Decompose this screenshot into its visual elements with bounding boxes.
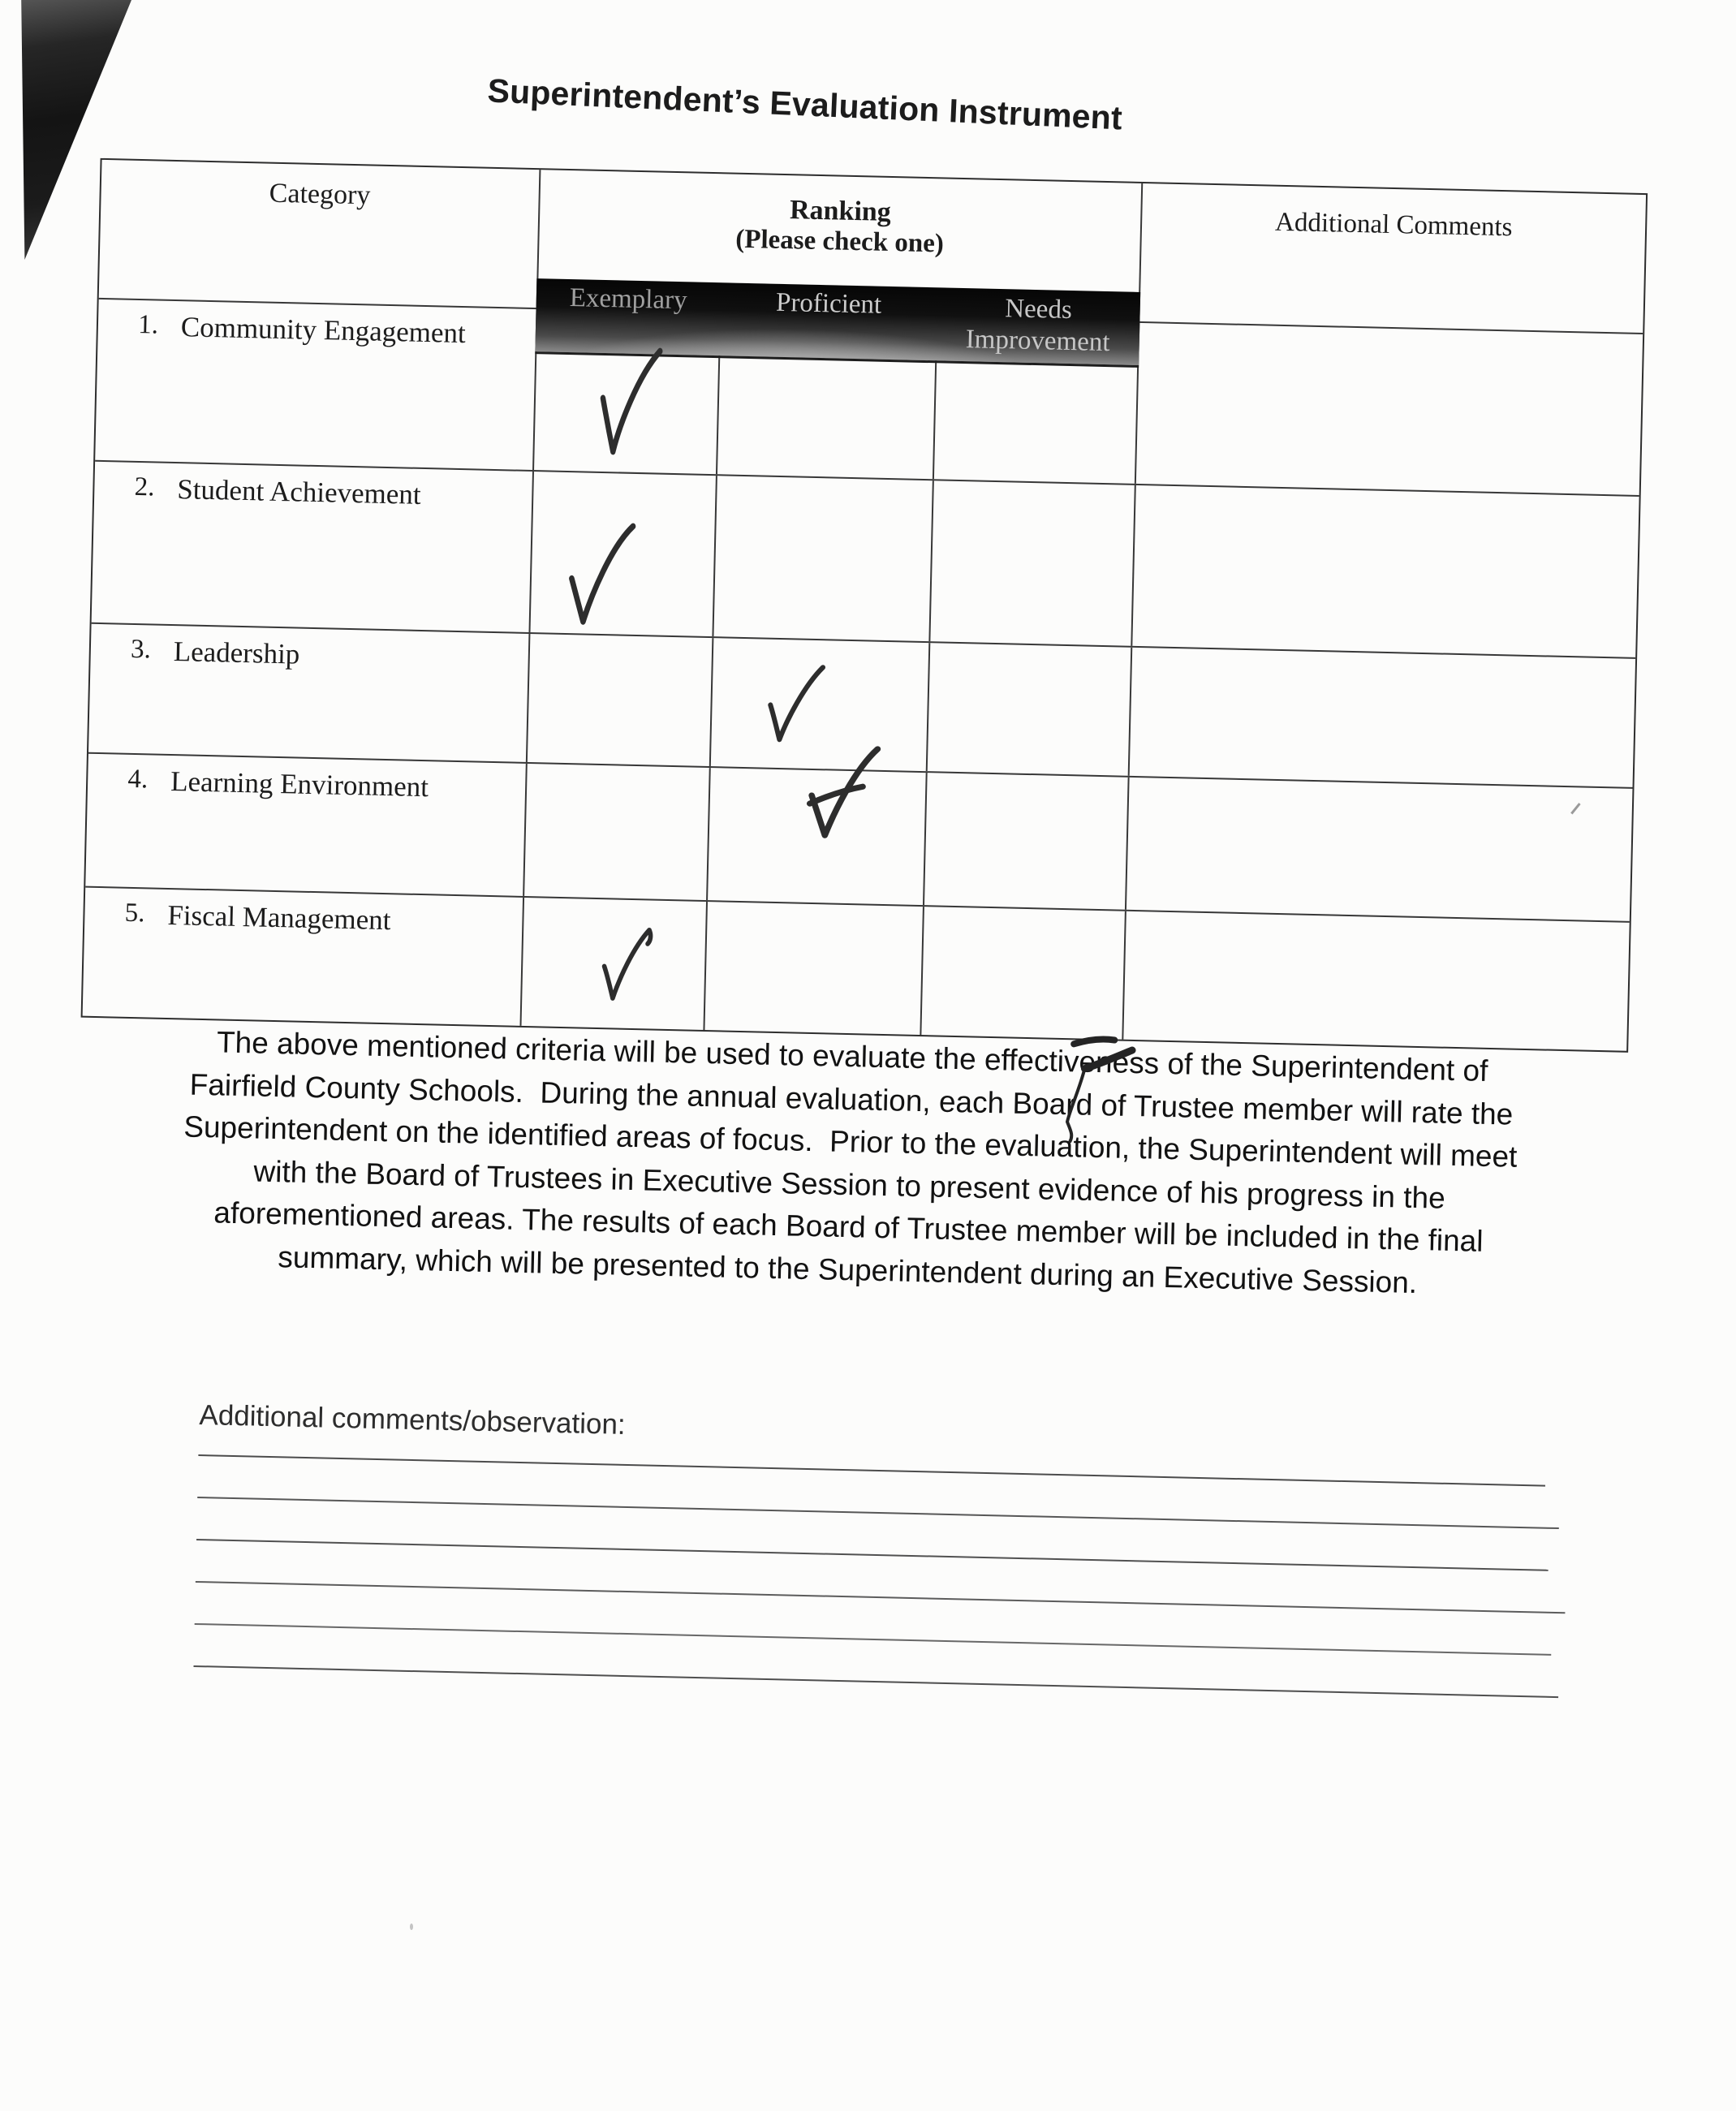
scan-speck-artifact <box>410 1924 413 1930</box>
checkmark-row1-exemplary <box>591 343 668 459</box>
header-ranking-subtitle: (Please check one) <box>734 224 945 259</box>
comments-cell <box>1131 485 1639 657</box>
page-title: Superintendent’s Evaluation Instrument <box>486 71 1123 137</box>
header-ranking <box>536 170 1141 358</box>
needs-improvement-cell <box>928 480 1135 646</box>
checkmark-row2-exemplary <box>562 519 641 628</box>
header-additional-comments-label: Additional Comments <box>1274 207 1513 243</box>
category-cell <box>92 462 532 632</box>
ranking-option-proficient: Proficient <box>775 287 882 320</box>
header-category <box>99 160 540 308</box>
evaluation-table <box>81 158 1648 1053</box>
category-cell <box>95 299 536 470</box>
row-number: 1. <box>137 309 159 340</box>
category-label: Student Achievement <box>176 473 422 511</box>
comment-line <box>193 1665 1558 1698</box>
category-cell <box>85 754 525 896</box>
ranking-option-exemplary: Exemplary <box>569 283 687 316</box>
category-cell <box>83 888 523 1026</box>
proficient-cell <box>713 476 933 641</box>
needs-improvement-cell <box>926 643 1131 776</box>
comment-line <box>197 1497 1559 1529</box>
instructions-paragraph: The above mentioned criteria will be used to evaluate the effectiveness of the Superintendent of Fairfield County Schools. During the annual evaluation, each Board of Trustee member will rate the Superintendent on the identified areas of focus. Prior to the evaluation, the Superintendent will meet with the Board of Trustees in Executive Session to present evidence of his progress in the aforementioned areas. The results of each Board of Trustee member will be included in the final summary, which will be presented to the Superintendent during an Executive Session. <box>183 1025 1527 1299</box>
exemplary-cell <box>528 472 716 636</box>
comment-lines <box>192 1454 1570 1738</box>
category-cell <box>88 624 528 762</box>
checkmark-row5-exemplary <box>592 922 658 1006</box>
header-additional-comments <box>1139 183 1646 333</box>
comment-line <box>198 1454 1545 1487</box>
proficient-cell <box>704 902 923 1035</box>
exemplary-cell <box>523 764 709 900</box>
ranking-option-needs-improvement: Needs Improvement <box>965 294 1110 358</box>
comments-cell <box>1135 323 1643 495</box>
pen-scribble-mark <box>1055 1016 1149 1149</box>
row-number: 3. <box>130 634 152 665</box>
proficient-cell <box>706 768 925 905</box>
checkmark-row3-proficient <box>759 660 830 747</box>
row-number: 5. <box>124 898 145 928</box>
exemplary-cell <box>526 634 713 766</box>
header-category-label: Category <box>269 178 371 211</box>
category-label: Fiscal Management <box>167 898 391 937</box>
comments-cell <box>1122 911 1630 1051</box>
comment-line <box>195 1623 1552 1656</box>
comment-line <box>196 1581 1566 1613</box>
row-number: 4. <box>127 764 149 795</box>
category-label: Community Engagement <box>180 311 467 350</box>
header-ranking-title: Ranking <box>789 195 892 227</box>
category-label: Learning Environment <box>170 765 429 803</box>
category-label: Leadership <box>173 635 300 670</box>
additional-comments-label: Additional comments/observation: <box>199 1399 627 1441</box>
checkmark-row4-proficient <box>799 743 889 843</box>
comment-line <box>196 1539 1549 1571</box>
comments-cell <box>1128 648 1635 787</box>
exemplary-cell <box>519 898 706 1030</box>
needs-improvement-cell <box>923 773 1128 910</box>
row-number: 2. <box>134 472 155 502</box>
comments-cell <box>1125 778 1632 921</box>
